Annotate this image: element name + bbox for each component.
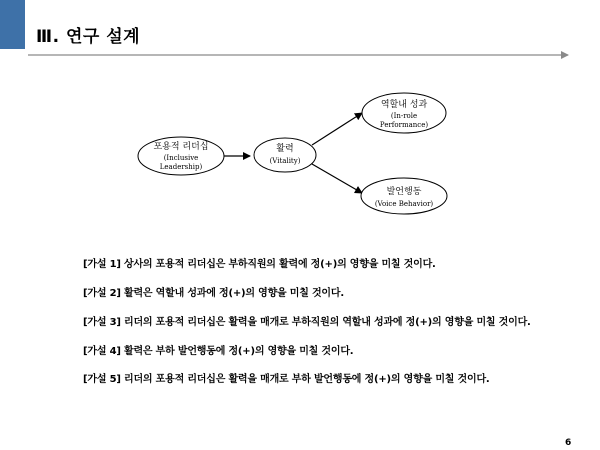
node-voice-behavior-kr: 발언행동 bbox=[386, 187, 422, 197]
hypothesis-5-text: 리더의 포용적 리더십은 활력을 매개로 부하 발언행동에 정(+)의 영향을 미칠 것이다. bbox=[124, 374, 490, 385]
hypothesis-4-text: 활력은 부하 발언행동에 정(+)의 영향을 미칠 것이다. bbox=[124, 346, 354, 357]
page-number: 6 bbox=[565, 438, 572, 448]
node-in-role-performance-en2: Performance) bbox=[379, 121, 429, 129]
hypothesis-5-label: [가설 5] bbox=[83, 374, 121, 385]
hypothesis-4-label: [가설 4] bbox=[83, 346, 121, 357]
node-inclusive-leadership-kr: 포용적 리더십 bbox=[153, 142, 209, 152]
node-vitality-en: (Vitality) bbox=[269, 157, 301, 165]
node-inclusive-leadership bbox=[138, 137, 224, 175]
page-title: Ⅲ. 연구 설계 bbox=[36, 27, 141, 47]
hypothesis-3 bbox=[83, 313, 531, 328]
node-in-role-performance-kr: 역할내 성과 bbox=[380, 100, 428, 110]
node-inclusive-leadership-en2: Leadership) bbox=[159, 163, 203, 171]
hypothesis-3-text: 리더의 포용적 리더십은 활력을 매개로 부하직원의 역할내 성과에 정(+)의 영향을 미칠 것이다. bbox=[124, 317, 531, 328]
hypothesis-5 bbox=[83, 370, 490, 385]
hypothesis-2-label: [가설 2] bbox=[83, 288, 121, 299]
hypothesis-1 bbox=[83, 255, 436, 270]
arrow-vitality-to-performance bbox=[312, 113, 362, 145]
hypothesis-4 bbox=[83, 342, 353, 357]
hypothesis-2 bbox=[83, 284, 344, 299]
node-vitality-kr: 활력 bbox=[276, 144, 294, 154]
node-voice-behavior-en: (Voice Behavior) bbox=[374, 200, 434, 208]
node-in-role-performance-en1: (In-role bbox=[390, 112, 418, 120]
node-in-role-performance bbox=[362, 93, 446, 133]
node-vitality bbox=[254, 138, 316, 172]
hypothesis-3-label: [가설 3] bbox=[83, 317, 121, 328]
node-inclusive-leadership-en1: (Inclusive bbox=[163, 154, 199, 162]
hypothesis-1-text: 상사의 포용적 리더십은 부하직원의 활력에 정(+)의 영향을 미칠 것이다. bbox=[124, 259, 436, 270]
hypothesis-2-text: 활력은 역할내 성과에 정(+)의 영향을 미칠 것이다. bbox=[124, 288, 344, 299]
hypothesis-1-label: [가설 1] bbox=[83, 259, 121, 270]
arrow-vitality-to-voice bbox=[312, 164, 362, 193]
node-voice-behavior bbox=[361, 178, 447, 214]
